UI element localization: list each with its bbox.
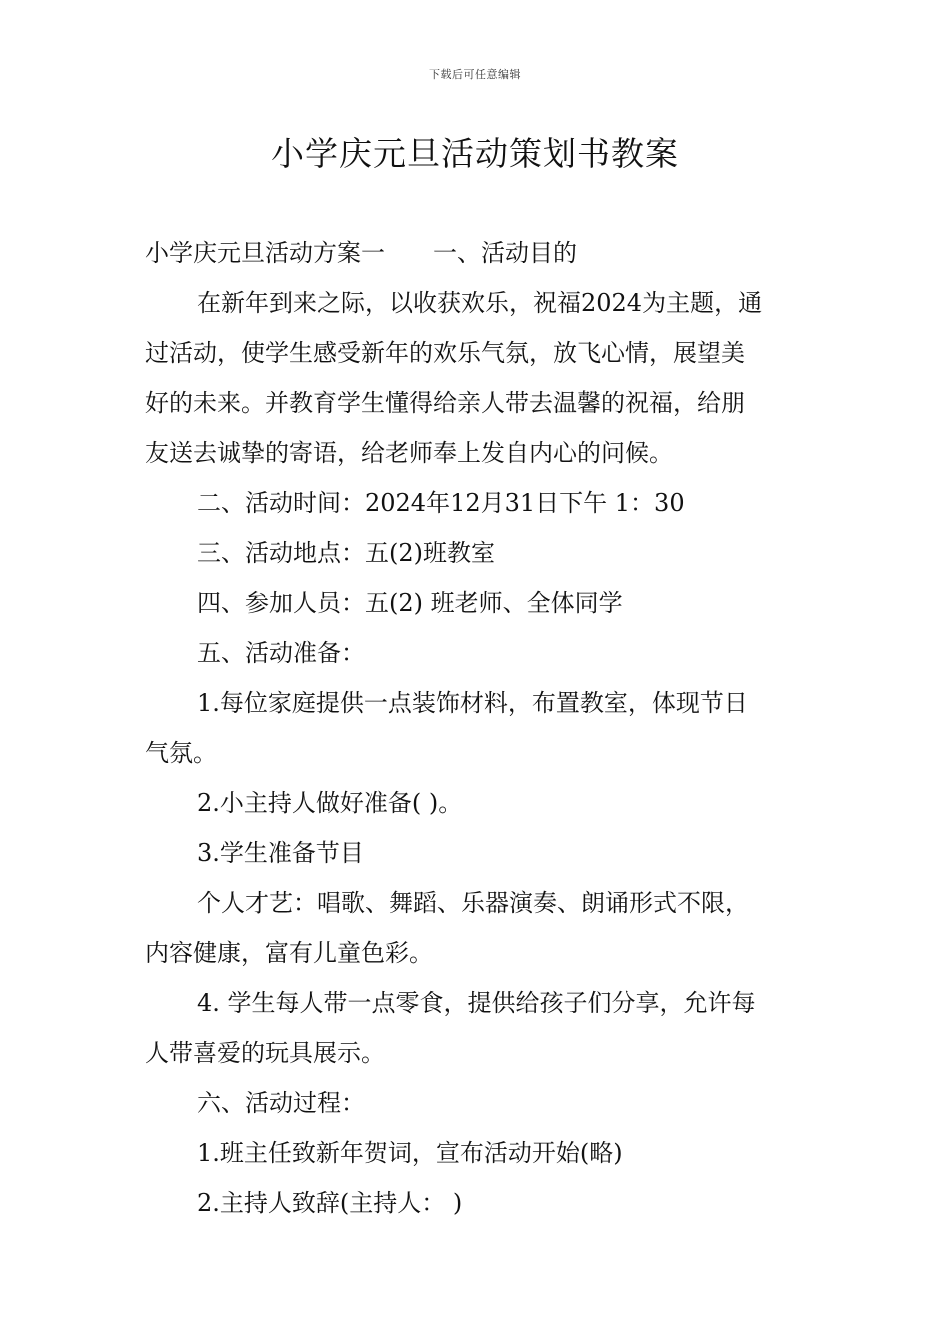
paragraph-line: 过活动，使学生感受新年的欢乐气氛，放飞心情，展望美	[145, 339, 745, 367]
paragraph-line: 友送去诚挚的寄语，给老师奉上发自内心的问候。	[145, 439, 673, 467]
paragraph-line: 在新年到来之际，以收获欢乐，祝福2024为主题，通	[197, 289, 763, 317]
section-heading-preparation: 五、活动准备：	[197, 639, 365, 667]
page-header-note: 下载后可任意编辑	[429, 68, 521, 81]
section-heading-purpose: 一、活动目的	[433, 239, 577, 267]
section-heading-process: 六、活动过程：	[197, 1089, 365, 1117]
prep-item-2: 2.小主持人做好准备( )。	[197, 789, 463, 817]
talent-description: 个人才艺：唱歌、舞蹈、乐器演奏、朗诵形式不限，	[197, 889, 749, 917]
activity-time: 二、活动时间：2024年12月31日下午 1：30	[197, 489, 685, 517]
plan-label: 小学庆元旦活动方案一	[145, 239, 385, 267]
plan-heading-line	[145, 228, 807, 278]
prep-item-4-cont: 人带喜爱的玩具展示。	[145, 1039, 385, 1067]
prep-item-4: 4. 学生每人带一点零食，提供给孩子们分享，允许每	[197, 989, 756, 1017]
process-item-2: 2.主持人致辞(主持人： )	[197, 1189, 463, 1217]
prep-item-1: 1.每位家庭提供一点装饰材料，布置教室，体现节日	[197, 689, 748, 717]
talent-description-cont: 内容健康，富有儿童色彩。	[145, 939, 433, 967]
document-title: 小学庆元旦活动策划书教案	[271, 134, 679, 173]
prep-item-1-cont: 气氛。	[145, 739, 217, 767]
participants: 四、参加人员：五(2) 班老师、全体同学	[197, 589, 623, 617]
prep-item-3: 3.学生准备节目	[197, 839, 364, 867]
document-body	[145, 228, 807, 1228]
activity-place: 三、活动地点：五(2)班教室	[197, 539, 495, 567]
paragraph-line: 好的未来。并教育学生懂得给亲人带去温馨的祝福，给朋	[145, 389, 745, 417]
process-item-1: 1.班主任致新年贺词，宣布活动开始(略)	[197, 1139, 623, 1167]
